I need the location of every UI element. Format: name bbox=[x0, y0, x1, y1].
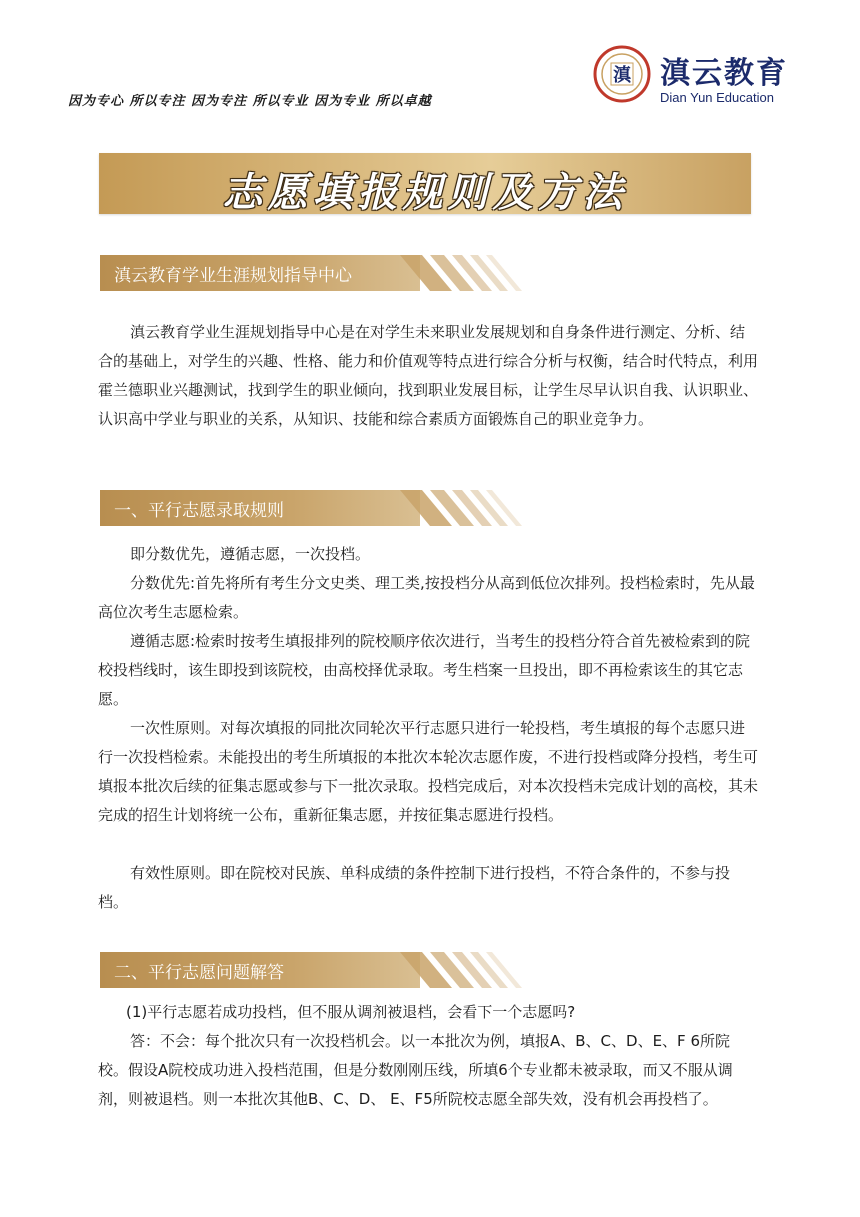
logo bbox=[592, 44, 792, 108]
stripes-decoration-icon bbox=[400, 952, 600, 988]
seal-char: 滇 bbox=[613, 65, 631, 86]
section-header-rules bbox=[100, 490, 500, 526]
seal-icon bbox=[592, 44, 652, 104]
section-header-intro bbox=[100, 255, 500, 291]
qa-question: (1)平行志愿若成功投档，但不服从调剂被退档，会看下一个志愿吗? bbox=[126, 1003, 576, 1021]
section-header-qa bbox=[100, 952, 500, 988]
title-banner bbox=[99, 153, 751, 214]
section-title-qa: 二、平行志愿问题解答 bbox=[114, 963, 284, 983]
stripes-decoration-icon bbox=[400, 490, 600, 526]
stripes-decoration-icon bbox=[400, 255, 600, 291]
rule-paragraph-2: 遵循志愿:检索时按考生填报排列的院校顺序依次进行，当考生的投档分符合首先被检索到的院校投档线时，该生即投到该院校，由高校择优录取。考生档案一旦投出，即不再检索该生的其它志愿。 bbox=[98, 632, 751, 708]
section-title-intro: 滇云教育学业生涯规划指导中心 bbox=[114, 266, 352, 286]
intro-paragraph: 滇云教育学业生涯规划指导中心是在对学生未来职业发展规划和自身条件进行测定、分析、结合的基础上，对学生的兴趣、性格、能力和价值观等特点进行综合分析与权衡，结合时代特点，利用霍兰德职业兴趣测试，找到学生的职业倾向，找到职业发展目标，让学生尽早认识自我、认识职业、认识高中学业与职业的关系，从知识、技能和综合素质方面锻炼自己的职业竞争力。 bbox=[98, 323, 759, 428]
header-slogan: 因为专心 所以专注 因为专注 所以专业 因为专业 所以卓越 bbox=[68, 94, 432, 109]
qa-answer: 答：不会：每个批次只有一次投档机会。以一本批次为例，填报A、B、C、D、E、F 6所院校。假设A院校成功进入投档范围，但是分数刚刚压线，所填6个专业都未被录取，而又不服从调剂，则被退档。则一本批次其他B、C、D、 E、F5所院校志愿全部失效，没有机会再投档了。 bbox=[98, 1032, 733, 1108]
logo-cn-text: 滇云教育 bbox=[660, 56, 788, 91]
rule-paragraph-0: 即分数优先，遵循志愿，一次投档。 bbox=[130, 545, 371, 563]
section-title-rules: 一、平行志愿录取规则 bbox=[114, 501, 284, 521]
rule-paragraph-3: 一次性原则。对每次填报的同批次同轮次平行志愿只进行一轮投档，考生填报的每个志愿只进行一次投档检索。未能投出的考生所填报的本批次本轮次志愿作废，不进行投档或降分投档，考生可填报本批次后续的征集志愿或参与下一批次录取。投档完成后，对本次投档未完成计划的高校，其未完成的招生计划将统一公布，重新征集志愿，并按征集志愿进行投档。 bbox=[98, 719, 759, 824]
logo-en-text: Dian Yun Education bbox=[660, 90, 774, 105]
rule-paragraph-4: 有效性原则。即在院校对民族、单科成绩的条件控制下进行投档，不符合条件的，不参与投档。 bbox=[98, 864, 731, 911]
rule-paragraph-1: 分数优先:首先将所有考生分文史类、理工类,按投档分从高到低位次排列。投档检索时，先从最高位次考生志愿检索。 bbox=[98, 574, 755, 621]
page-title: 志愿填报规则及方法 bbox=[222, 169, 628, 216]
